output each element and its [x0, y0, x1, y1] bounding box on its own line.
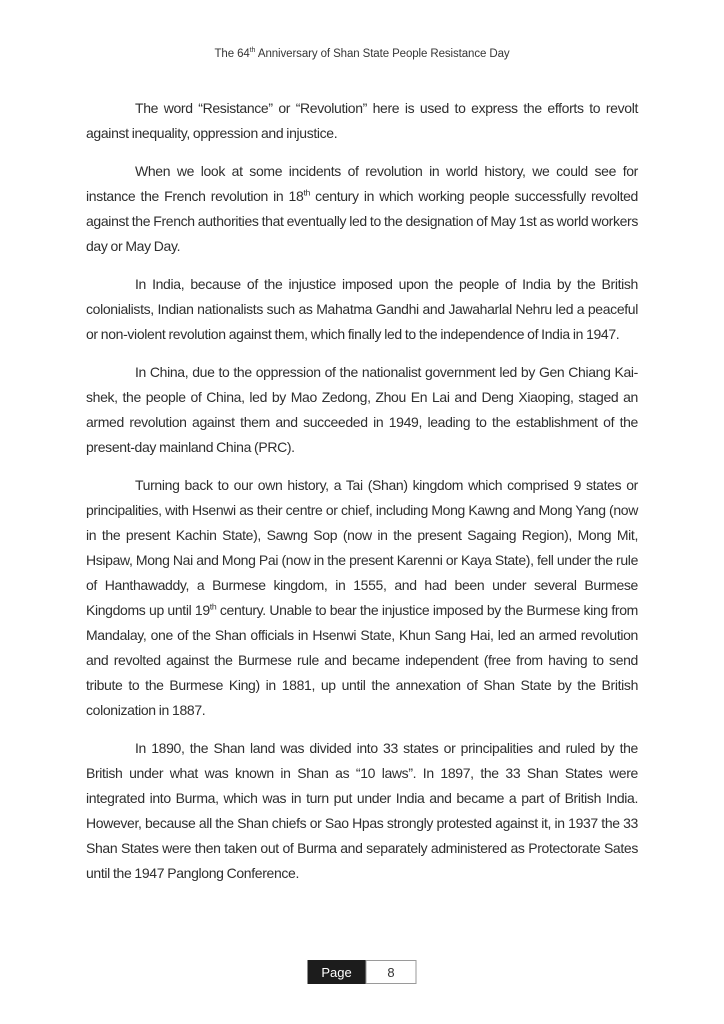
footer-page-number: 8: [366, 960, 417, 984]
paragraph: When we look at some incidents of revolution in world history, we could see for instance the French revolution in 18th century in which working people successfully revolted against the French authorities that eventually led to the designation of May 1st as world workers day or May Day.: [86, 163, 638, 254]
superscript: th: [303, 187, 310, 198]
paragraph: The word “Resistance” or “Revolution” here is used to express the efforts to revolt against inequality, oppression and injustice.: [86, 100, 638, 141]
paragraph: In China, due to the oppression of the nationalist government led by Gen Chiang Kai-shek, the people of China, led by Mao Zedong, Zhou En Lai and Deng Xiaoping, staged an armed revolution against them and succeeded in 1949, leading to the establishment of the present-day mainland China (PRC).: [86, 364, 638, 455]
page-footer: [308, 960, 417, 984]
superscript: th: [249, 46, 256, 55]
footer-page-label: Page: [308, 960, 366, 984]
paragraph: In India, because of the injustice imposed upon the people of India by the British colonialists, Indian nationalists such as Mahatma Gandhi and Jawaharlal Nehru led a peaceful or non-violent revolution against them, which finally led to the independence of India in 1947.: [86, 276, 638, 342]
superscript: th: [209, 601, 217, 612]
paragraph: In 1890, the Shan land was divided into 33 states or principalities and ruled by the British under what was known in Shan as “10 laws”. In 1897, the 33 Shan States were integrated into Burma, which was in turn put under India and became a part of British India. However, because all the Shan chiefs or Sao Hpas strongly protested against it, in 1937 the 33 Shan States were then taken out of Burma and separately administered as Protectorate Sates until the 1947 Panglong Conference.: [86, 740, 638, 881]
paragraph: Turning back to our own history, a Tai (Shan) kingdom which comprised 9 states or principalities, with Hsenwi as their centre or chief, including Mong Kawng and Mong Yang (now in the present Kachin State), Sawng Sop (now in the present Sagaing Region), Mong Mit, Hsipaw, Mong Nai and Mong Pai (now in the present Karenni or Kaya State), fell under the rule of Hanthawaddy, a Burmese kingdom, in 1555, and had been under several Burmese Kingdoms up until 19th century. Unable to bear the injustice imposed by the Burmese king from Mandalay, one of the Shan officials in Hsenwi State, Khun Sang Hai, led an armed revolution and revolted against the Burmese rule and became independent (free from having to send tribute to the Burmese King) in 1881, up until the annexation of Shan State by the British colonization in 1887.: [86, 477, 638, 718]
document-body: [86, 96, 638, 899]
page-header-title: The 64th Anniversary of Shan State People Resistance Day: [214, 46, 510, 60]
